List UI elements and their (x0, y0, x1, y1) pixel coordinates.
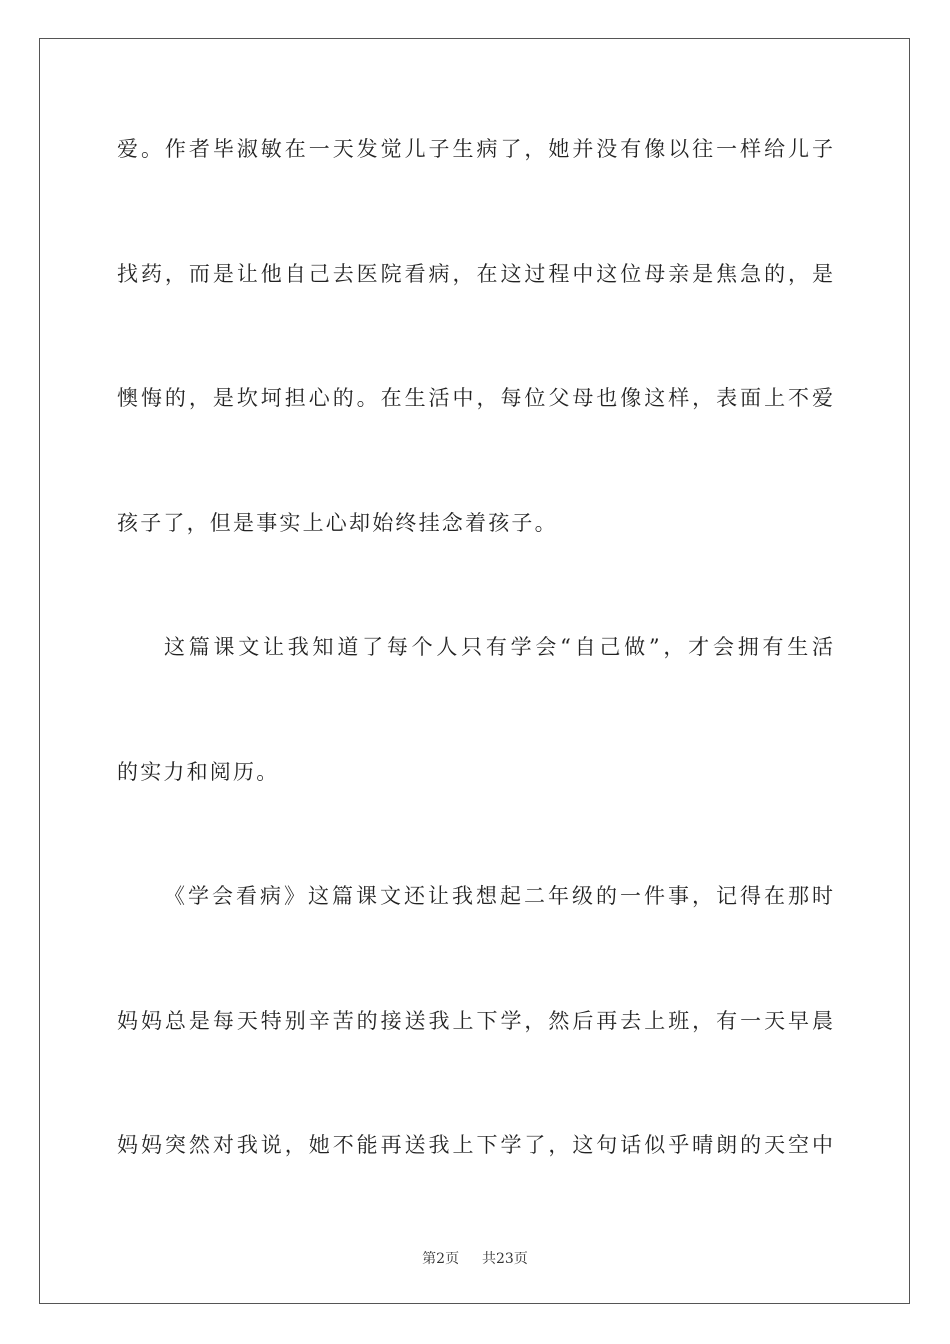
paragraph-line: 《学会看病》这篇课文还让我想起二年级的一件事，记得在那时 (164, 884, 833, 908)
total-pages: 共23页 (482, 1251, 528, 1267)
page-frame (39, 38, 910, 1304)
paragraph-line: 爱。作者毕淑敏在一天发觉儿子生病了，她并没有像以往一样给儿子 (117, 137, 833, 161)
paragraph-line: 找药，而是让他自己去医院看病，在这过程中这位母亲是焦急的，是 (117, 262, 833, 286)
paragraph-line: 这篇课文让我知道了每个人只有学会“自己做”，才会拥有生活 (164, 635, 833, 659)
paragraph-line: 孩子了，但是事实上心却始终挂念着孩子。 (117, 511, 558, 535)
paragraph-line: 的实力和阅历。 (117, 760, 280, 784)
paragraph-line: 懊悔的，是坎坷担心的。在生活中，每位父母也像这样，表面上不爱 (117, 386, 833, 410)
page-number: 第2页 (422, 1251, 460, 1267)
paragraph-line: 妈妈突然对我说，她不能再送我上下学了，这句话似乎晴朗的天空中 (117, 1133, 833, 1157)
paragraph-line: 妈妈总是每天特别辛苦的接送我上下学，然后再去上班，有一天早晨 (117, 1009, 833, 1033)
page-footer (0, 1248, 950, 1268)
